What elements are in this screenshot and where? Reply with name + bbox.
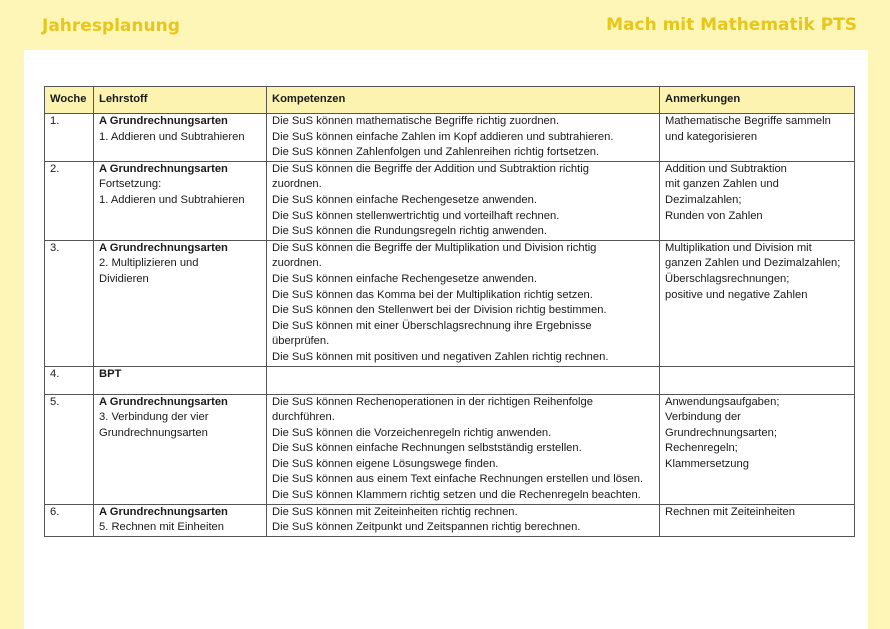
lehrstoff-title: A Grundrechnungsarten [99, 395, 228, 408]
anmerkung-line: Grundrechnungsarten; [665, 426, 777, 439]
anmerkung-line: Klammersetzung [665, 457, 749, 470]
lehrstoff-line: 1. Addieren und Subtrahieren [99, 130, 245, 143]
right-margin-band [868, 0, 890, 629]
lehrstoff-cell [94, 394, 267, 504]
anmerkungen-cell [660, 114, 855, 162]
kompetenz-line: Die SuS können das Komma bei der Multiplikation richtig setzen. [272, 288, 593, 301]
week-cell: 4. [45, 366, 94, 394]
kompetenz-line: Die SuS können mit positiven und negativen Zahlen richtig rechnen. [272, 350, 609, 363]
lehrstoff-title: A Grundrechnungsarten [99, 162, 228, 175]
lehrstoff-cell [94, 114, 267, 162]
kompetenz-line: Die SuS können mathematische Begriffe richtig zuordnen. [272, 115, 560, 127]
lehrstoff-cell [94, 504, 267, 536]
kompetenzen-cell [267, 394, 660, 504]
kompetenzen-cell [267, 240, 660, 366]
kompetenz-line: Die SuS können Klammern richtig setzen und die Rechenregeln beachten. [272, 489, 641, 502]
lehrstoff-title: A Grundrechnungsarten [99, 505, 228, 518]
kompetenz-line: Die SuS können einfache Zahlen im Kopf addieren und subtrahieren. [272, 130, 614, 143]
lehrstoff-title: A Grundrechnungsarten [99, 241, 228, 254]
anmerkung-line: Überschlagsrechnungen; [665, 272, 790, 285]
anmerkung-line: Multiplikation und Division mit [665, 241, 812, 254]
year-plan-table [44, 86, 855, 537]
week-cell: 2. [45, 161, 94, 240]
week-cell: 3. [45, 240, 94, 366]
anmerkung-line: und kategorisieren [665, 130, 758, 143]
week-cell: 5. [45, 394, 94, 504]
kompetenz-line: überprüfen. [272, 335, 330, 348]
kompetenz-line: Die SuS können eigene Lösungswege finden. [272, 457, 499, 470]
column-header-anmerkungen: Anmerkungen [660, 87, 855, 114]
anmerkungen-cell [660, 161, 855, 240]
lehrstoff-title: A Grundrechnungsarten [99, 115, 228, 127]
table-row [45, 394, 855, 504]
anmerkungen-cell [660, 366, 855, 394]
lehrstoff-line: Dividieren [99, 272, 149, 285]
anmerkung-line: Mathematische Begriffe sammeln [665, 115, 831, 127]
anmerkung-line: Anwendungsaufgaben; [665, 395, 780, 408]
table-row [45, 114, 855, 162]
kompetenz-line: Die SuS können mit Zeiteinheiten richtig rechnen. [272, 505, 518, 518]
lehrstoff-line: 5. Rechnen mit Einheiten [99, 521, 225, 534]
lehrstoff-cell [94, 240, 267, 366]
kompetenz-line: Die SuS können Zahlenfolgen und Zahlenreihen richtig fortsetzen. [272, 146, 600, 159]
anmerkungen-cell [660, 240, 855, 366]
kompetenz-line: Die SuS können die Vorzeichenregeln richtig anwenden. [272, 426, 552, 439]
kompetenz-line: Die SuS können die Begriffe der Addition und Subtraktion richtig [272, 162, 589, 175]
week-cell: 1. [45, 114, 94, 162]
lehrstoff-line: Grundrechnungsarten [99, 426, 208, 439]
anmerkung-line: Addition und Subtraktion [665, 162, 787, 175]
lehrstoff-cell [94, 366, 267, 394]
kompetenz-line: Die SuS können aus einem Text einfache Rechnungen erstellen und lösen. [272, 473, 644, 486]
document-title: Jahresplanung [42, 16, 180, 36]
kompetenzen-cell [267, 366, 660, 394]
lehrstoff-line: 2. Multiplizieren und [99, 257, 199, 270]
kompetenz-line: Die SuS können stellenwertrichtig und vorteilhaft rechnen. [272, 209, 560, 222]
lehrstoff-title: BPT [99, 367, 122, 380]
anmerkung-line: Rechnen mit Zeiteinheiten [665, 505, 795, 518]
lehrstoff-cell [94, 161, 267, 240]
kompetenz-line: Die SuS können die Begriffe der Multiplikation und Division richtig [272, 241, 597, 254]
kompetenz-line: durchführen. [272, 411, 335, 424]
anmerkung-line: Verbindung der [665, 411, 741, 424]
table-header-row [45, 87, 855, 114]
kompetenzen-cell [267, 504, 660, 536]
table-row [45, 161, 855, 240]
anmerkung-line: Dezimalzahlen; [665, 193, 742, 206]
anmerkungen-cell [660, 504, 855, 536]
lehrstoff-line: Fortsetzung: [99, 178, 162, 191]
kompetenz-line: Die SuS können mit einer Überschlagsrechnung ihre Ergebnisse [272, 319, 592, 332]
kompetenz-line: zuordnen. [272, 178, 322, 191]
kompetenz-line: zuordnen. [272, 257, 322, 270]
kompetenz-line: Die SuS können die Rundungsregeln richtig anwenden. [272, 225, 547, 238]
table-row [45, 504, 855, 536]
kompetenz-line: Die SuS können einfache Rechengesetze anwenden. [272, 193, 537, 206]
column-header-kompetenzen: Kompetenzen [267, 87, 660, 114]
lehrstoff-line: 3. Verbindung der vier [99, 411, 209, 424]
week-cell: 6. [45, 504, 94, 536]
anmerkung-line: Runden von Zahlen [665, 209, 763, 222]
table-row [45, 366, 855, 394]
anmerkung-line: ganzen Zahlen und Dezimalzahlen; [665, 257, 841, 270]
kompetenz-line: Die SuS können den Stellenwert bei der Division richtig bestimmen. [272, 304, 607, 317]
anmerkung-line: positive und negative Zahlen [665, 288, 808, 301]
kompetenzen-cell [267, 161, 660, 240]
column-header-woche: Woche [45, 87, 94, 114]
anmerkung-line: mit ganzen Zahlen und [665, 178, 779, 191]
book-title: Mach mit Mathematik PTS [606, 15, 857, 35]
kompetenzen-cell [267, 114, 660, 162]
lehrstoff-line: 1. Addieren und Subtrahieren [99, 193, 245, 206]
kompetenz-line: Die SuS können Zeitpunkt und Zeitspannen richtig berechnen. [272, 521, 581, 534]
table-row [45, 240, 855, 366]
kompetenz-line: Die SuS können einfache Rechengesetze anwenden. [272, 272, 537, 285]
anmerkung-line: Rechenregeln; [665, 442, 738, 455]
left-margin-band [0, 0, 24, 629]
anmerkungen-cell [660, 394, 855, 504]
column-header-lehrstoff: Lehrstoff [94, 87, 267, 114]
kompetenz-line: Die SuS können Rechenoperationen in der richtigen Reihenfolge [272, 395, 593, 408]
kompetenz-line: Die SuS können einfache Rechnungen selbstständig erstellen. [272, 442, 582, 455]
